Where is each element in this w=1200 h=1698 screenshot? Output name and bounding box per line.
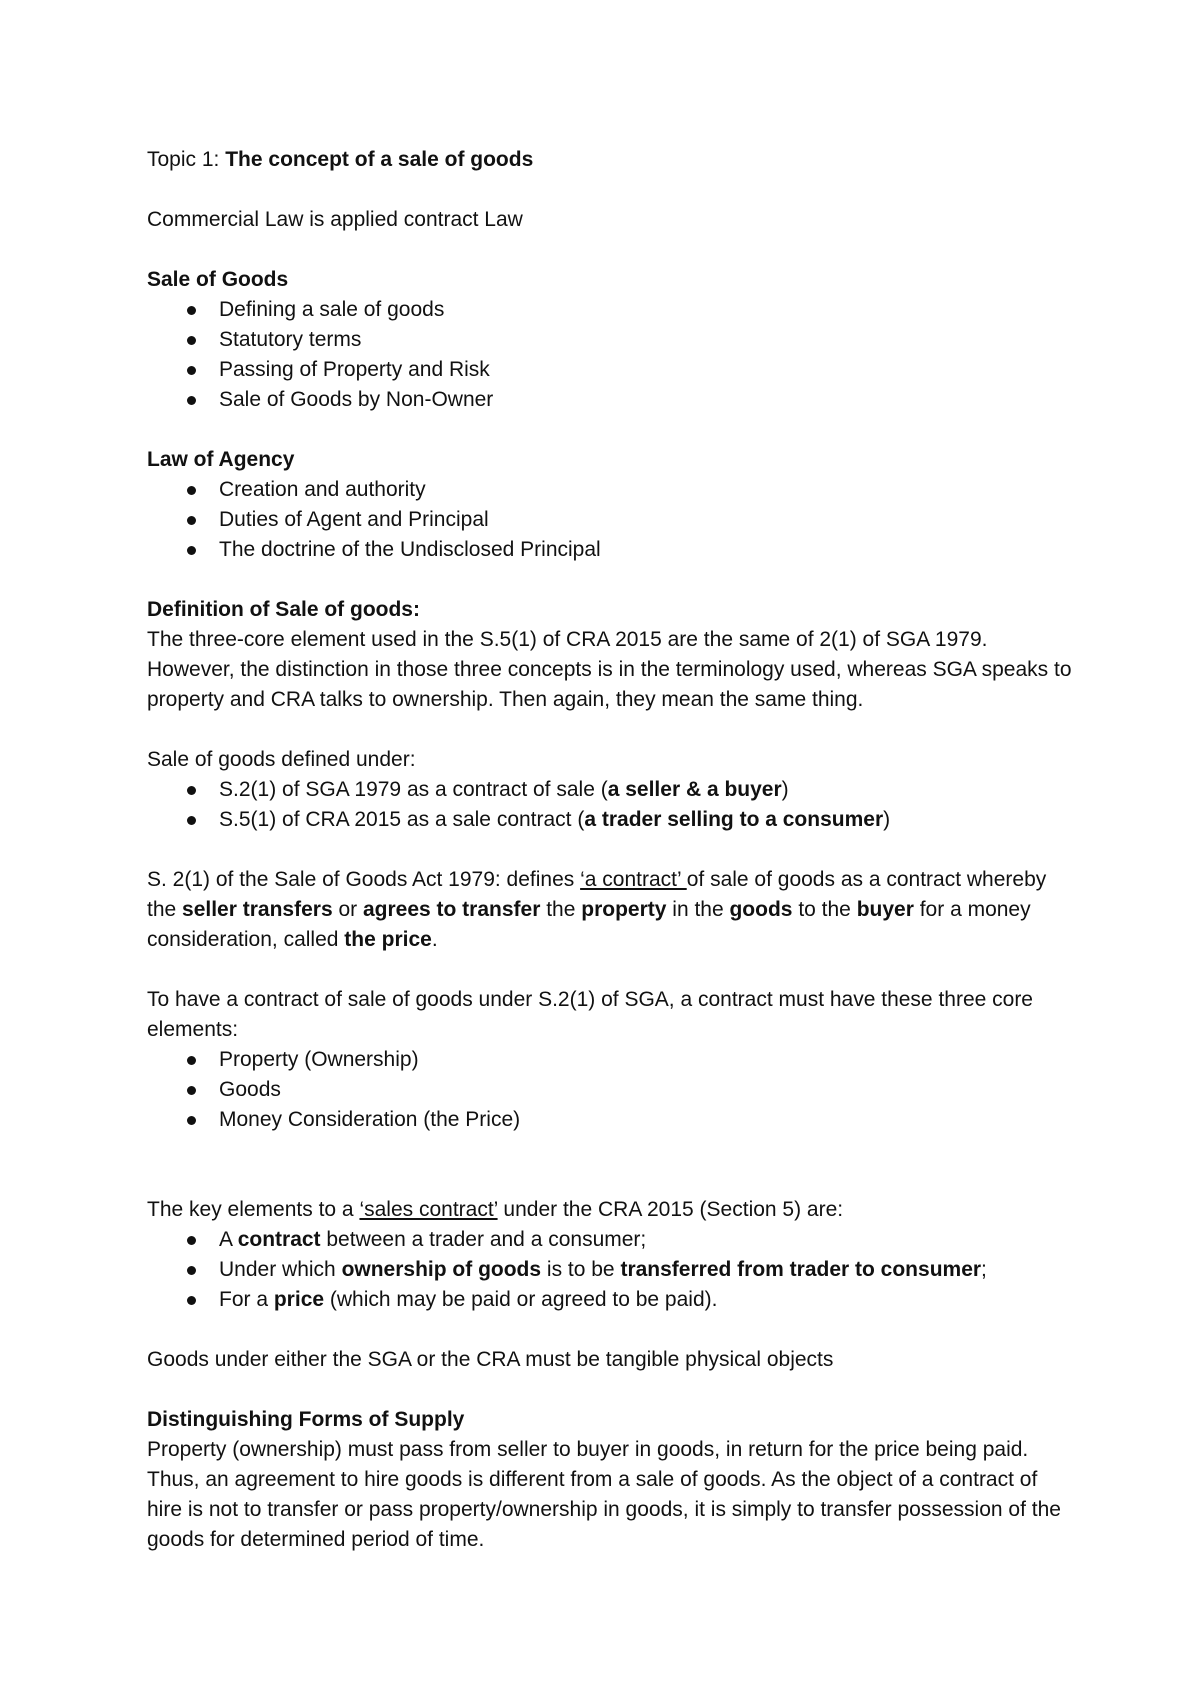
list-item: The doctrine of the Undisclosed Principal — [147, 535, 1077, 565]
core-elements-list — [147, 1045, 1077, 1135]
bullet-icon — [187, 1296, 196, 1305]
sale-of-goods-heading: Sale of Goods — [147, 268, 289, 291]
forms-of-supply-heading: Distinguishing Forms of Supply — [147, 1408, 465, 1431]
bullet-icon — [187, 396, 196, 405]
bullet-icon — [187, 306, 196, 315]
defined-under-lead: Sale of goods defined under: — [147, 748, 416, 771]
intro-line: Commercial Law is applied contract Law — [147, 208, 523, 231]
bullet-icon — [187, 1086, 196, 1095]
goods-note: Goods under either the SGA or the CRA must be tangible physical objects — [147, 1348, 834, 1371]
bullet-icon — [187, 546, 196, 555]
bullet-icon — [187, 1056, 196, 1065]
cra-elements-lead: The key elements to a ‘sales contract’ under the CRA 2015 (Section 5) are: — [147, 1198, 844, 1221]
definition-heading: Definition of Sale of goods: — [147, 598, 420, 621]
list-item: Property (Ownership) — [147, 1045, 1077, 1075]
list-item: Under which ownership of goods is to be transferred from trader to consumer; — [147, 1255, 1077, 1285]
list-item: S.2(1) of SGA 1979 as a contract of sale (a seller & a buyer) — [147, 775, 1077, 805]
list-item: Defining a sale of goods — [147, 295, 1077, 325]
bullet-icon — [187, 486, 196, 495]
list-item: A contract between a trader and a consumer; — [147, 1225, 1077, 1255]
defined-under-list — [147, 775, 1077, 835]
s21-definition-paragraph: S. 2(1) of the Sale of Goods Act 1979: defines ‘a contract’ of sale of goods as a contract whereby the seller transfers or agrees to transfer the property in the goods to the buyer for a money consideration, called the price. — [147, 868, 1047, 951]
bullet-icon — [187, 516, 196, 525]
forms-of-supply-paragraph: Property (ownership) must pass from seller to buyer in goods, in return for the price being paid. Thus, an agreement to hire goods is different from a sale of goods. As the object of a contract of hire is not to transfer or pass property/ownership in goods, it is simply to transfer possession of the goods for determined period of time. — [147, 1438, 1061, 1551]
bullet-icon — [187, 366, 196, 375]
bullet-icon — [187, 1116, 196, 1125]
bullet-icon — [187, 336, 196, 345]
list-item: S.5(1) of CRA 2015 as a sale contract (a trader selling to a consumer) — [147, 805, 1077, 835]
list-item: Passing of Property and Risk — [147, 355, 1077, 385]
list-item: Money Consideration (the Price) — [147, 1105, 1077, 1135]
list-item: For a price (which may be paid or agreed to be paid). — [147, 1285, 1077, 1315]
list-item: Creation and authority — [147, 475, 1077, 505]
core-elements-lead: To have a contract of sale of goods under S.2(1) of SGA, a contract must have these three core elements: — [147, 988, 1033, 1041]
page-title: Topic 1: The concept of a sale of goods — [147, 148, 534, 171]
document-body — [147, 145, 1077, 1555]
bullet-icon — [187, 816, 196, 825]
list-item: Statutory terms — [147, 325, 1077, 355]
sale-of-goods-list — [147, 295, 1077, 415]
list-item: Sale of Goods by Non-Owner — [147, 385, 1077, 415]
list-item: Duties of Agent and Principal — [147, 505, 1077, 535]
cra-elements-list — [147, 1225, 1077, 1315]
law-of-agency-heading: Law of Agency — [147, 448, 295, 471]
list-item: Goods — [147, 1075, 1077, 1105]
bullet-icon — [187, 786, 196, 795]
law-of-agency-list — [147, 475, 1077, 565]
definition-paragraph: The three-core element used in the S.5(1) of CRA 2015 are the same of 2(1) of SGA 1979. However, the distinction in those three concepts is in the terminology used, whereas SGA speaks to property and CRA talks to ownership. Then again, they mean the same thing. — [147, 628, 1072, 711]
bullet-icon — [187, 1236, 196, 1245]
bullet-icon — [187, 1266, 196, 1275]
